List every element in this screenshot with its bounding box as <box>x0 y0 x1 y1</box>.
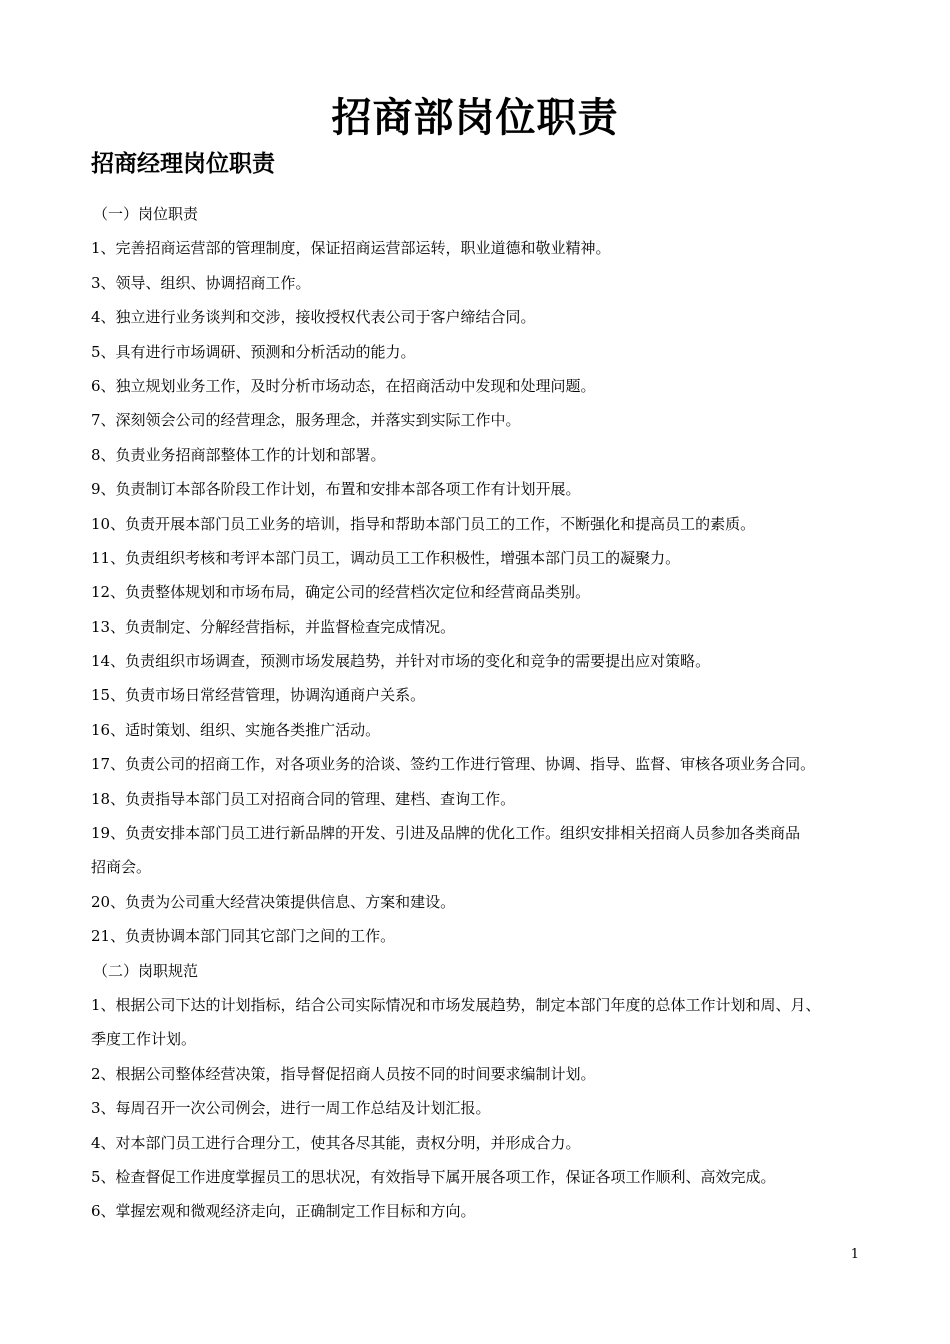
paragraph-line: 3、领导、组织、协调招商工作。 <box>91 273 311 292</box>
page-number: 1 <box>850 1247 859 1262</box>
paragraph-line: 12、负责整体规划和市场布局，确定公司的经营档次定位和经营商品类别。 <box>91 583 591 602</box>
paragraph-line: 7、深刻领会公司的经营理念，服务理念，并落实到实际工作中。 <box>91 411 521 430</box>
paragraph-line: 招商会。 <box>91 858 152 877</box>
paragraph-line: 3、每周召开一次公司例会，进行一周工作总结及计划汇报。 <box>91 1099 491 1118</box>
paragraph-line: 11、负责组织考核和考评本部门员工，调动员工工作积极性，增强本部门员工的凝聚力。 <box>91 548 681 567</box>
paragraph-line: 4、对本部门员工进行合理分工，使其各尽其能，责权分明，并形成合力。 <box>91 1133 581 1152</box>
section-heading: 招商经理岗位职责 <box>91 151 275 177</box>
paragraph-line: 17、负责公司的招商工作，对各项业务的洽谈、签约工作进行管理、协调、指导、监督、审核各项业务合同。 <box>91 755 816 774</box>
paragraph-line: 6、独立规划业务工作，及时分析市场动态，在招商活动中发现和处理问题。 <box>91 376 596 395</box>
paragraph-line: 19、负责安排本部门员工进行新品牌的开发、引进及品牌的优化工作。组织安排相关招商人员参加各类商品 <box>91 824 801 843</box>
paragraph-line: 5、具有进行市场调研、预测和分析活动的能力。 <box>91 342 416 361</box>
section-label: （二）岗职规范 <box>93 961 199 980</box>
section-label: （一）岗位职责 <box>93 205 199 223</box>
paragraph-line: 20、负责为公司重大经营决策提供信息、方案和建设。 <box>91 892 456 911</box>
paragraph-line: 13、负责制定、分解经营指标，并监督检查完成情况。 <box>91 617 456 636</box>
paragraph-line: 2、根据公司整体经营决策，指导督促招商人员按不同的时间要求编制计划。 <box>91 1064 596 1083</box>
paragraph-line: 21、负责协调本部门同其它部门之间的工作。 <box>91 927 396 946</box>
paragraph-line: 18、负责指导本部门员工对招商合同的管理、建档、查询工作。 <box>91 789 516 808</box>
paragraph-line: 10、负责开展本部门员工业务的培训，指导和帮助本部门员工的工作，不断强化和提高员工的素质。 <box>91 514 756 533</box>
document-body <box>91 197 891 1229</box>
paragraph-line: 14、负责组织市场调查，预测市场发展趋势，并针对市场的变化和竞争的需要提出应对策略。 <box>91 652 711 671</box>
paragraph-line: 5、检查督促工作进度掌握员工的思状况，有效指导下属开展各项工作，保证各项工作顺利、高效完成。 <box>91 1167 776 1186</box>
paragraph-line: 1、根据公司下达的计划指标，结合公司实际情况和市场发展趋势，制定本部门年度的总体工作计划和周、月、 <box>91 995 821 1014</box>
paragraph-line: 6、掌握宏观和微观经济走向，正确制定工作目标和方向。 <box>91 1202 476 1221</box>
paragraph-line: 1、完善招商运营部的管理制度，保证招商运营部运转，职业道德和敬业精神。 <box>91 239 611 258</box>
paragraph-line: 季度工作计划。 <box>91 1030 197 1049</box>
paragraph-line: 15、负责市场日常经营管理，协调沟通商户关系。 <box>91 686 426 705</box>
paragraph-line: 9、负责制订本部各阶段工作计划，布置和安排本部各项工作有计划开展。 <box>91 480 581 499</box>
paragraph-line: 16、适时策划、组织、实施各类推广活动。 <box>91 720 381 739</box>
paragraph-line: 8、负责业务招商部整体工作的计划和部署。 <box>91 445 386 464</box>
paragraph-line: 4、独立进行业务谈判和交涉，接收授权代表公司于客户缔结合同。 <box>91 308 536 327</box>
document-title: 招商部岗位职责 <box>331 95 619 141</box>
